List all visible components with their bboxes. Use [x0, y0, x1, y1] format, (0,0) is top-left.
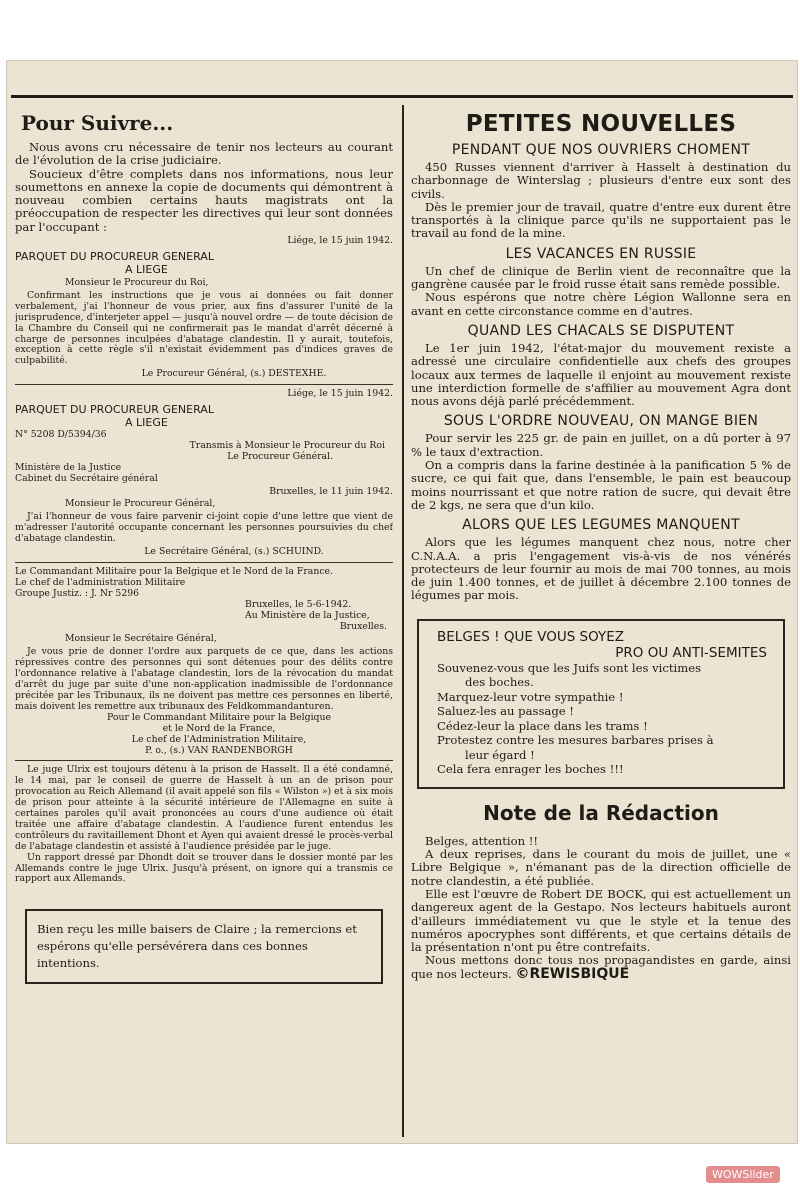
left-column: [15, 105, 393, 984]
note-redaction-heading: Note de la Rédaction: [483, 800, 719, 825]
petites-nouvelles-heading: PETITES NOUVELLES: [465, 111, 737, 137]
section-paragraph: 450 Russes viennent d'arriver à Hasselt à destination du charbonnage de Winterslag ; plusieurs d'entre eux sont des civils.: [411, 160, 791, 201]
doc1-body: Confirmant les instructions que je vous ai données ou fait donner verbalement, j'ai l'honneur de vous prier, aux fins d'assurer l'unité de la jurisprudence, d'interjeter appel — jusqu'à nouvel ordre — de toute décision de la Chambre du Conseil qui ne confirmerait pas le mandat d'arrêt décerné à charge de personnes inculpées d'abatage clandestin. Il y aurait, toutefois, exception à cette règle s'il n'existait évidemment pas d'indices graves de culpabilité.: [15, 289, 393, 367]
note-paragraph: Belges, attention !!: [425, 833, 539, 848]
doc3-sender-chief: Le chef de l'administration Militaire: [15, 576, 186, 588]
intro-paragraph: Soucieux d'être complets dans nos informations, nous leur soumettons en annexe la copie de documents qui démontrent à nouveau combien certains hauts magistrats ont la préoccupation de respecter les directives qui leur sont données par l'occupant :: [15, 166, 393, 234]
section-heading: ALORS QUE LES LEGUMES MANQUENT: [462, 517, 740, 534]
doc3-body: Je vous prie de donner l'ordre aux parquets de ce que, dans les actions répressives contre des personnes qui sont détenues pour des délits contre l'ordonnance relative à l'abatage clandestin, lors de la révocation du mandat d'arrêt du juge par suite d'une non-application inadmissible de l'ordonnance précitée par les Tribunaux, ils ne doivent pas mettre ces personnes en liberté, mais doivent les remettre aux tribunaux des Feldkommandanturen.: [15, 646, 393, 712]
doc2-reference: N° 5208 D/5394/36: [15, 429, 107, 441]
belges-notice-box: [417, 619, 785, 789]
note-paragraph: A deux reprises, dans le courant du mois de juillet, une « Libre Belgique », n'émanant pas de la direction officielle de notre clandestin, a été publiée.: [411, 847, 791, 888]
ulrix-paragraph: Le juge Ulrix est toujours détenu à la prison de Hasselt. Il a été condamné, le 14 mai, par le conseil de guerre de Hasselt à un an de prison pour provocation au Reich Allemand (il avait appelé son fils « Wilston ») et à six mois de prison pour atteinte à la sécurité intérieure de l'Allemagne en suite à certaines paroles qu'il avait prononcées au cours d'une audience où était traitée une affaire d'abatage clandestin. A l'audience furent entendus les contrôleurs du ravitaillement Dhont et Ayen qui avaient dressé le procès-verbal de l'abatage clandestin et assisté à l'audience présidée par le juge.: [15, 764, 393, 852]
belges-line: Saluez-les au passage !: [437, 704, 574, 719]
doc3-recipient: Au Ministère de la Justice,: [245, 609, 370, 621]
separator-line: [15, 760, 393, 761]
doc3-reference: Groupe Justiz. : J. Nr 5296: [15, 587, 140, 599]
section-heading: PENDANT QUE NOS OUVRIERS CHOMENT: [451, 142, 751, 158]
watermark: ©REWISBIQUE: [515, 965, 630, 981]
belges-line: leur égard !: [465, 747, 535, 762]
doc3-salutation: Monsieur le Secrétaire Général,: [65, 633, 217, 645]
doc2-body: J'ai l'honneur de vous faire parvenir ci-joint copie d'une lettre que vient de m'adresser l'autorité occupante concernant les personnes poursuivies du chef d'abatage clandestin.: [15, 511, 393, 545]
section-heading: QUAND LES CHACALS SE DISPUTENT: [467, 322, 735, 339]
doc2-signature: Le Secrétaire Général, (s.) SCHUIND.: [144, 546, 324, 558]
doc3-sender: Le Commandant Militaire pour la Belgique et le Nord de la France.: [15, 566, 333, 578]
doc3-signature: P. o., (s.) VAN RANDENBORGH: [145, 744, 293, 756]
section-heading: SOUS L'ORDRE NOUVEAU, ON MANGE BIEN: [443, 413, 759, 430]
doc1-salutation: Monsieur le Procureur du Roi,: [65, 276, 209, 288]
belges-line: Protestez contre les mesures barbares prises à: [437, 733, 714, 748]
doc3-signature-line: et le Nord de la France,: [162, 722, 276, 734]
section-paragraph: Pour servir les 225 gr. de pain en juillet, on a dû porter à 97 % le taux d'extraction.: [411, 431, 791, 459]
doc1-heading: PARQUET DU PROCUREUR GENERAL: [15, 249, 214, 263]
doc3-signature-line: Le chef de l'Administration Militaire,: [131, 733, 307, 745]
doc3-recipient-city: Bruxelles.: [339, 620, 387, 632]
right-column: [411, 105, 791, 981]
doc2-date: Liége, le 15 juin 1942.: [287, 388, 393, 400]
doc2-transmis: Transmis à Monsieur le Procureur du Roi: [189, 439, 385, 451]
doc2-salutation: Monsieur le Procureur Général,: [65, 498, 216, 510]
section-paragraph: On a compris dans la farine destinée à la panification 5 % de sucre, ce qui fait que, dans l'ensemble, le pain est beaucoup moins nourrissant et que notre ration de sucre, qui devait être de 2 kgs, ne sera que d'un kilo.: [411, 458, 791, 512]
pour-suivre-heading: Pour Suivre...: [21, 111, 174, 135]
belges-subtitle: PRO OU ANTI-SEMITES: [615, 644, 767, 661]
belges-line: Cela fera enrager les boches !!!: [437, 762, 624, 777]
section-paragraph: Dès le premier jour de travail, quatre d'entre eux durent être transportés à la clinique parce qu'ils ne supportaient pas le travail au fond de la mine.: [411, 199, 791, 241]
belges-title: BELGES ! QUE VOUS SOYEZ: [437, 628, 625, 645]
section-heading: LES VACANCES EN RUSSIE: [505, 245, 697, 262]
belges-line: Souvenez-vous que les Juifs sont les victimes: [437, 660, 702, 675]
belges-line: Marquez-leur votre sympathie !: [437, 689, 624, 704]
separator-line: [15, 562, 393, 563]
newspaper-page: [6, 60, 798, 1144]
doc1-signature: Le Procureur Général, (s.) DESTEXHE.: [141, 368, 327, 380]
section-paragraph: Nous espérons que notre chère Légion Wallonne sera en avant en cette circonstance comme en d'autres.: [411, 290, 791, 318]
doc2-date-brussels: Bruxelles, le 11 juin 1942.: [269, 485, 393, 497]
note-closing-text: Nous mettons donc tous nos propagandistes en garde, ainsi que nos lecteurs.: [411, 953, 791, 981]
doc2-heading-place: A LIEGE: [125, 416, 168, 430]
wowslider-badge[interactable]: WOWSlider: [706, 1166, 780, 1183]
claire-notice-box: Bien reçu les mille baisers de Claire ; la remercions et espérons qu'elle persévérera dans ces bonnes intentions.: [25, 909, 383, 984]
top-rule: [11, 95, 793, 98]
doc1-date: Liége, le 15 juin 1942.: [287, 235, 393, 247]
doc2-transmis-signature: Le Procureur Général.: [227, 450, 333, 462]
section-paragraph: Un chef de clinique de Berlin vient de reconnaître que la gangrène causée par le froid russe était sans remède possible.: [411, 263, 791, 292]
intro-paragraph: Nous avons cru nécessaire de tenir nos lecteurs au courant de l'évolution de la crise judiciaire.: [15, 140, 393, 168]
doc2-heading: PARQUET DU PROCUREUR GENERAL: [15, 403, 214, 417]
doc1-heading-place: A LIEGE: [125, 262, 168, 276]
doc3-date: Bruxelles, le 5-6-1942.: [245, 598, 352, 610]
separator-line: [15, 384, 393, 385]
ulrix-paragraph: Un rapport dressé par Dhondt doit se trouver dans le dossier monté par les Allemands contre le juge Ulrix. Jusqu'à présent, on ignore qui a transmis ce rapport aux Allemands.: [15, 851, 393, 885]
section-paragraph: Alors que les légumes manquent chez nous, notre cher C.N.A.A. a pris l'engagement vis-à-vis de nos vénérés protecteurs de leur fournir au mois de mai 700 tonnes, au mois de juin 1.400 tonnes, et de juillet à décembre 2.100 tonnes de légumes par mois.: [411, 535, 791, 603]
belges-line: Cédez-leur la place dans les trams !: [437, 718, 648, 733]
note-paragraph: Elle est l'œuvre de Robert DE BOCK, qui est actuellement un dangereux agent de la Gestapo. Nos lecteurs habituels auront d'ailleurs immédiatement vu que le style et la tenue des numéros apocryphes sont différents, et que certains détails de la présentation n'ont pu être contrefaits.: [411, 886, 791, 955]
belges-line: des boches.: [465, 675, 534, 690]
doc2-ministry: Ministère de la Justice: [15, 461, 122, 473]
note-paragraph: [411, 954, 791, 981]
column-divider: [402, 105, 404, 1137]
section-paragraph: Le 1er juin 1942, l'état-major du mouvement rexiste a adressé une circulaire confidentielle aux chefs des groupes locaux aux termes de laquelle il enjoint au mouvement rexiste une interdiction formelle de s'affilier au mouvement Agra dont nous avons déjà parlé précédemment.: [411, 340, 791, 409]
doc3-signature-line: Pour le Commandant Militaire pour la Belgique: [106, 711, 331, 723]
doc2-cabinet: Cabinet du Secrétaire général: [15, 472, 158, 484]
